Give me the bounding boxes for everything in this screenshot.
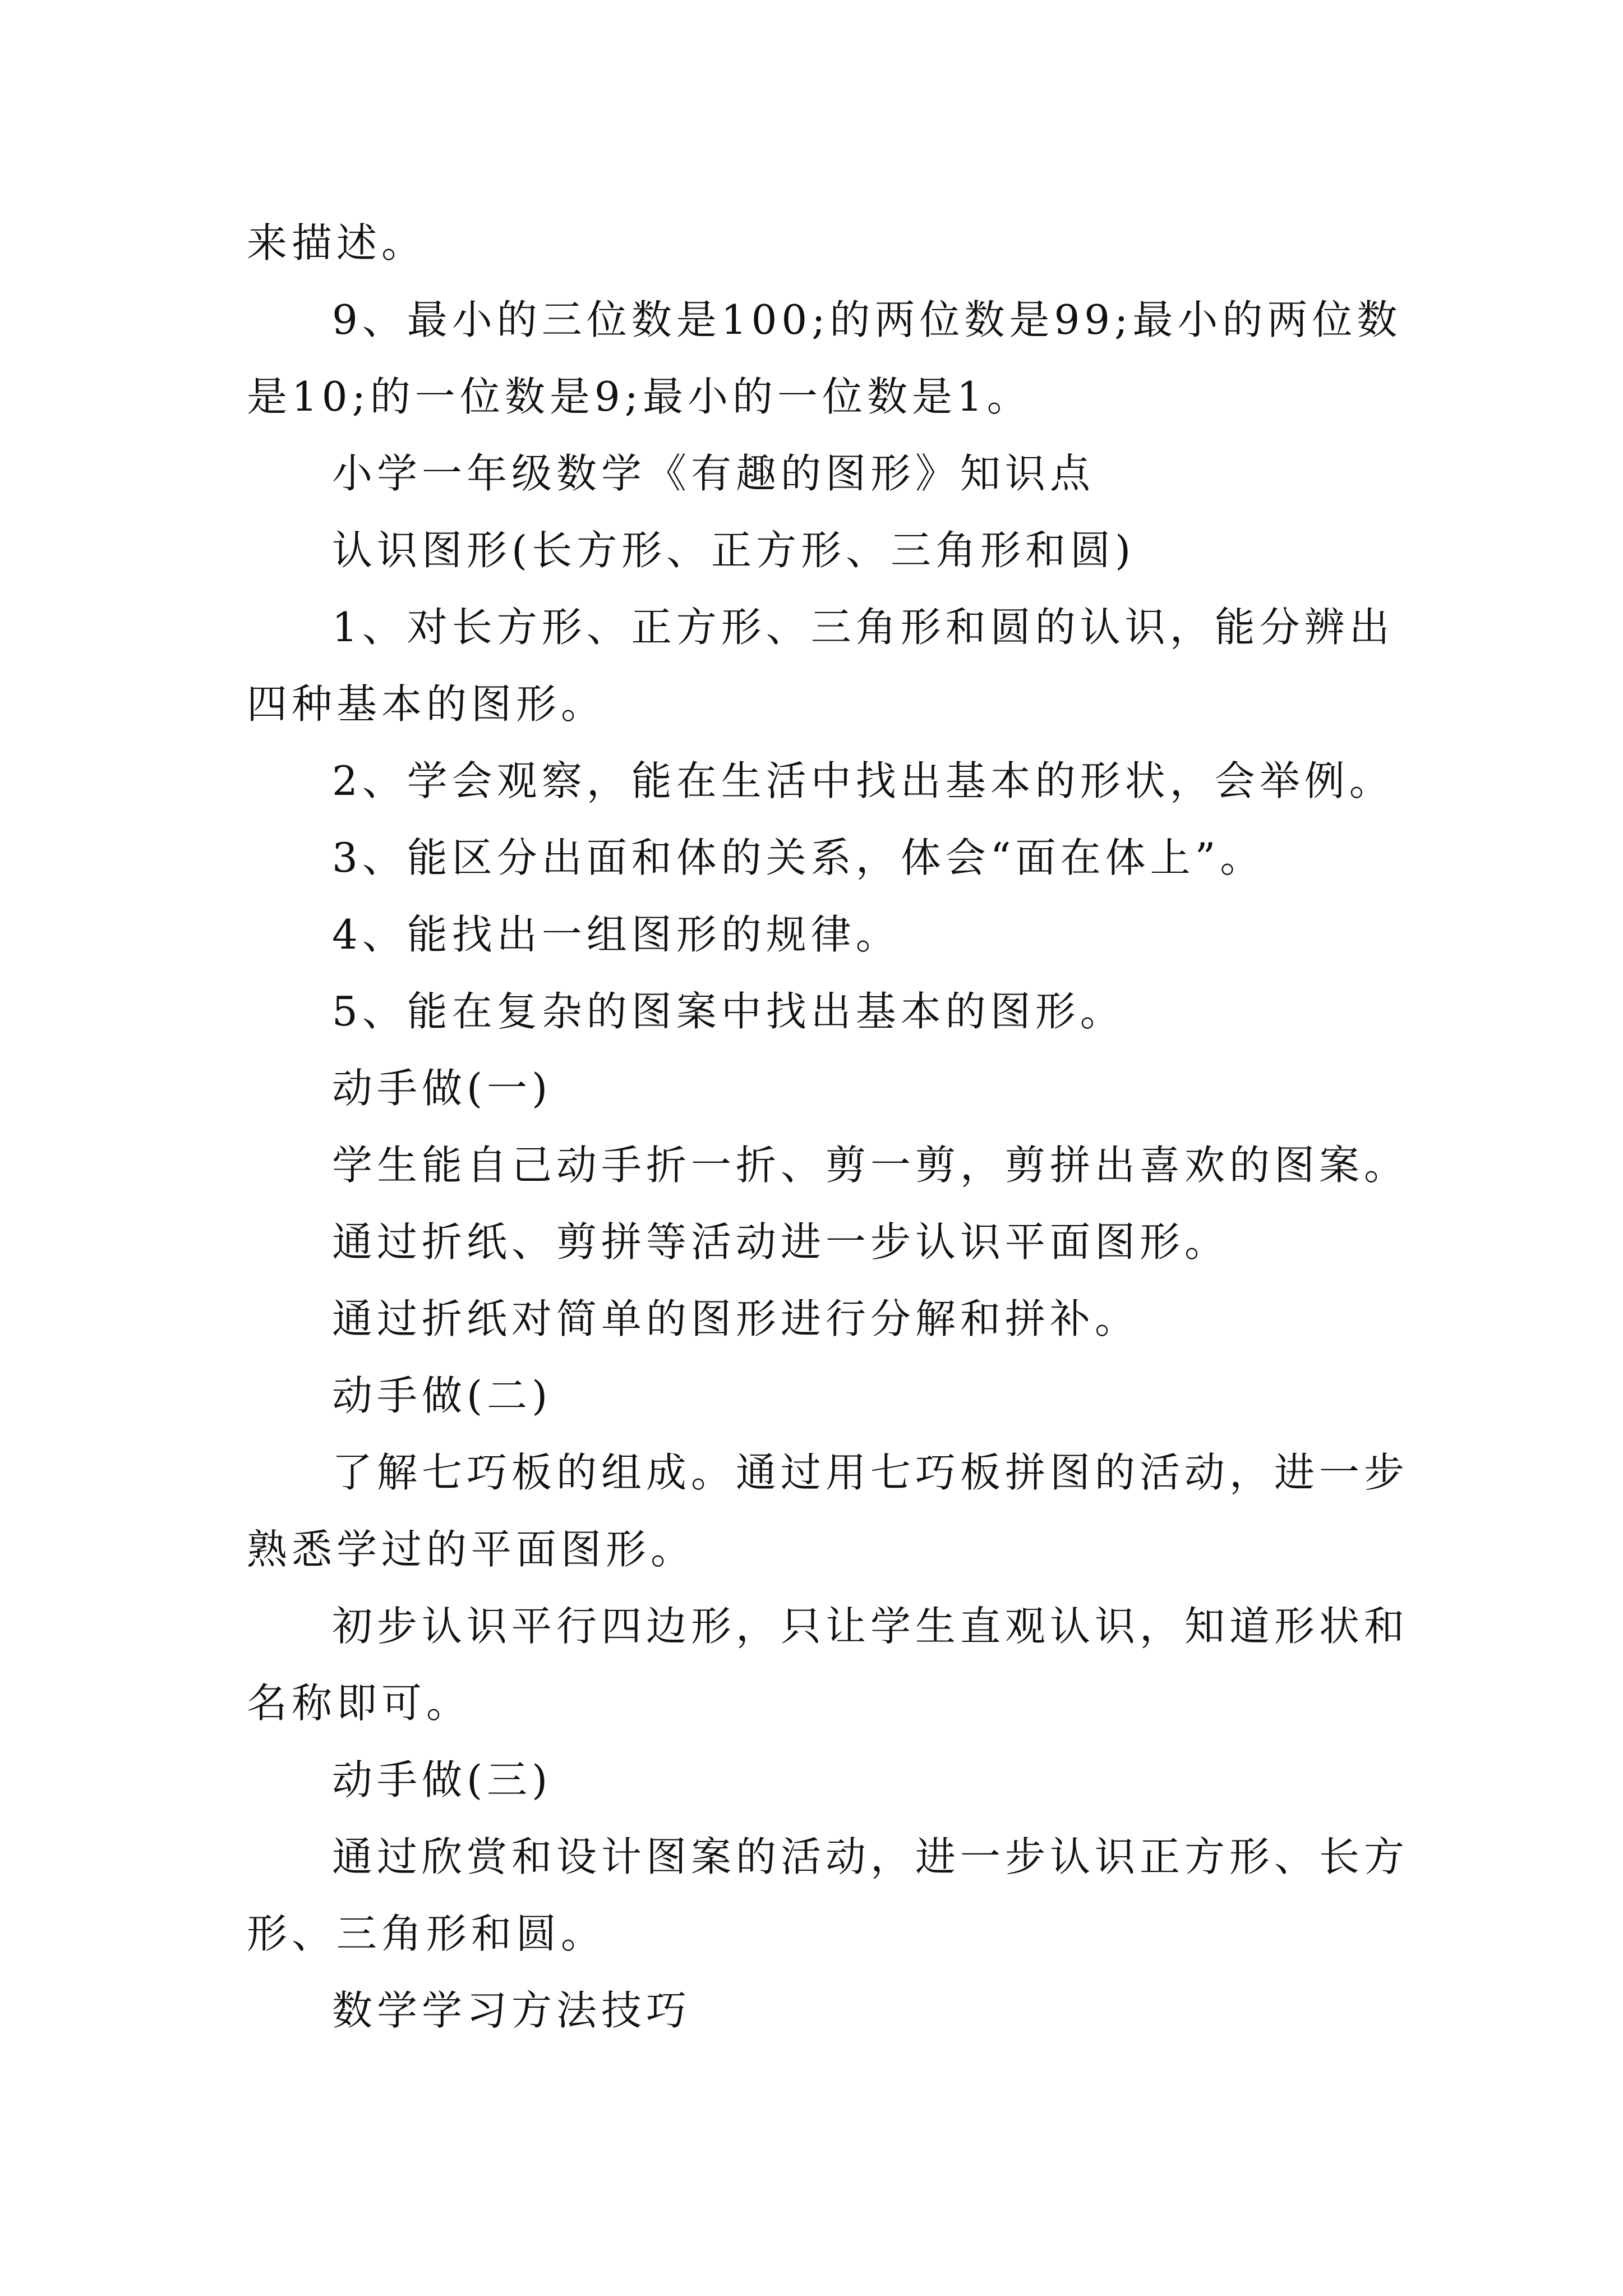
text-line: 通过折纸对简单的图形进行分解和拼补。 — [332, 1295, 1140, 1342]
paragraph-point-1 — [247, 589, 1394, 743]
text-line: 了解七巧板的组成。通过用七巧板拼图的活动，进一步 — [332, 1449, 1409, 1496]
text-line: 数学学习方法技巧 — [332, 1987, 691, 2034]
text-line: 名称即可。 — [247, 1680, 472, 1727]
text-line: 9、最小的三位数是100;的两位数是99;最小的两位数 — [332, 296, 1402, 343]
text-line: 初步认识平行四边形，只让学生直观认识，知道形状和 — [332, 1603, 1409, 1650]
paragraph-fold-decompose — [247, 1281, 1380, 1358]
text-line: 熟悉学过的平面图形。 — [247, 1526, 696, 1573]
text-line: 形、三角形和圆。 — [247, 1910, 606, 1957]
text-line: 四种基本的图形。 — [247, 680, 606, 728]
text-line: 通过折纸、剪拼等活动进一步认识平面图形。 — [332, 1218, 1230, 1266]
text-line: 5、能在复杂的图案中找出基本的图形。 — [332, 988, 1125, 1035]
text-line: 动手做(一) — [332, 1065, 552, 1112]
paragraph-design-patterns — [247, 1819, 1409, 1972]
paragraph-fold-activity — [247, 1204, 1380, 1281]
text-line: 动手做(三) — [332, 1756, 552, 1803]
paragraph-point-2 — [247, 743, 1394, 820]
text-line: 1、对长方形、正方形、三角形和圆的认识，能分辨出 — [332, 604, 1394, 651]
subheading-hands-on-2 — [247, 1358, 1380, 1434]
text-line: 小学一年级数学《有趣的图形》知识点 — [332, 450, 1095, 497]
paragraph-point-4 — [247, 896, 1380, 973]
text-line: 学生能自己动手折一折、剪一剪，剪拼出喜欢的图案。 — [332, 1142, 1409, 1189]
text-line: 是10;的一位数是9;最小的一位数是1。 — [247, 373, 1032, 420]
subheading-hands-on-1 — [247, 1050, 1380, 1127]
paragraph-fold-cut — [247, 1127, 1409, 1204]
subheading-hands-on-3 — [247, 1742, 1380, 1819]
text-line: 来描述。 — [247, 219, 427, 266]
paragraph-tangram — [247, 1434, 1409, 1588]
section-heading — [247, 435, 1380, 512]
paragraph-parallelogram — [247, 1588, 1409, 1742]
paragraph-point-5 — [247, 973, 1380, 1050]
text-line: 通过欣赏和设计图案的活动，进一步认识正方形、长方 — [332, 1833, 1409, 1880]
text-line: 4、能找出一组图形的规律。 — [332, 911, 901, 958]
text-line: 2、学会观察，能在生活中找出基本的形状，会举例。 — [332, 757, 1394, 804]
text-line: 3、能区分出面和体的关系，体会“面在体上”。 — [332, 834, 1265, 881]
text-line: 动手做(二) — [332, 1372, 552, 1419]
subheading-recognize-shapes — [247, 512, 1380, 589]
document-page — [247, 205, 1409, 2049]
section-heading-study-tips — [247, 1972, 1380, 2049]
paragraph-point-3 — [247, 820, 1380, 896]
paragraph-point-9 — [247, 282, 1402, 435]
text-line: 认识图形(长方形、正方形、三角形和圆) — [332, 527, 1136, 574]
paragraph-continuation — [247, 205, 1380, 282]
